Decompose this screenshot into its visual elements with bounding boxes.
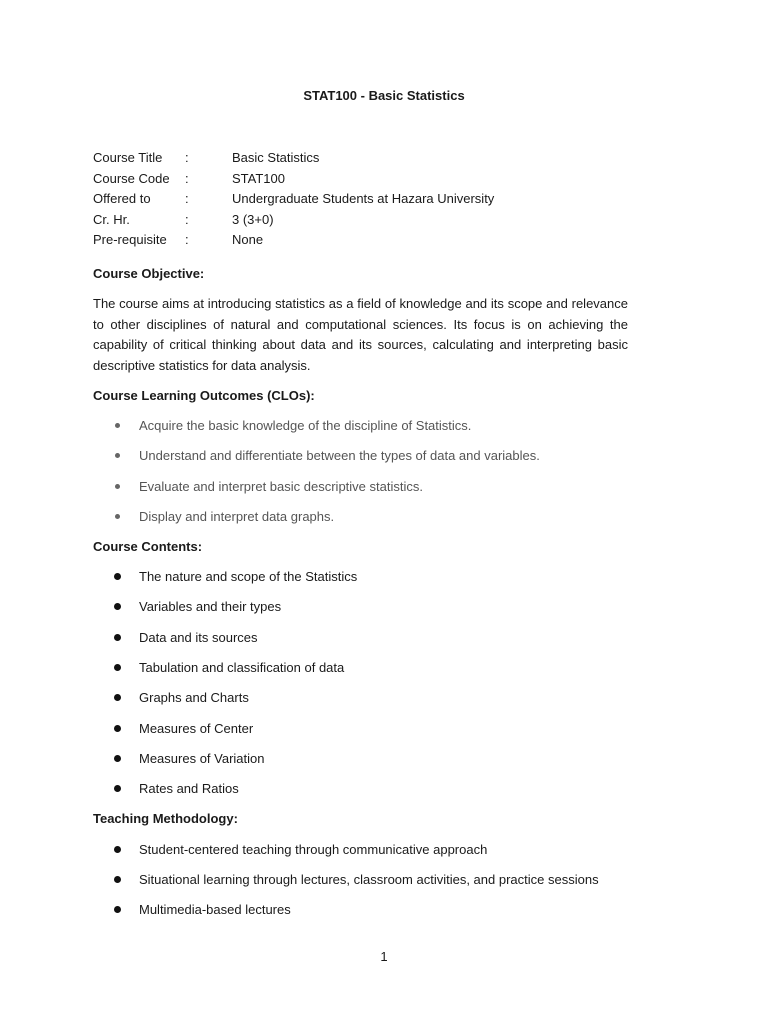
methodology-text: Multimedia-based lectures	[139, 902, 291, 917]
clos-heading: Course Learning Outcomes (CLOs):	[93, 388, 315, 403]
methodology-heading: Teaching Methodology:	[93, 811, 238, 826]
info-colon: :	[185, 170, 189, 186]
info-colon: :	[185, 211, 189, 227]
info-row-course-title	[93, 148, 494, 169]
info-value: None	[232, 232, 264, 247]
objective-paragraph: The course aims at introducing statistics as a field of knowledge and its scope and relevance to other disciplines of natural and computational sciences. Its focus is on achieving the capability of critical thinking about data and its sources, calculating and interpreting basic descriptive statistics for data analysis.	[93, 296, 628, 374]
info-row-prerequisite	[93, 230, 494, 251]
methodology-text: Student-centered teaching through communicative approach	[139, 842, 488, 857]
info-value: STAT100	[232, 170, 285, 186]
info-colon: :	[185, 232, 189, 247]
bullet-icon	[114, 876, 121, 883]
content-text: Rates and Ratios	[139, 781, 239, 796]
bullet-icon	[115, 484, 120, 489]
bullet-icon	[115, 453, 120, 458]
info-label: Course Title	[93, 150, 163, 165]
info-label: Offered to	[93, 191, 151, 206]
course-info-table	[93, 148, 494, 251]
info-label: Pre-requisite	[93, 232, 167, 247]
content-text: Tabulation and classification of data	[139, 660, 345, 675]
bullet-icon	[114, 755, 121, 762]
document-title: STAT100 - Basic Statistics	[303, 88, 465, 103]
bullet-icon	[115, 423, 120, 428]
bullet-icon	[114, 694, 121, 701]
clo-text: Display and interpret data graphs.	[139, 509, 335, 524]
info-label: Course Code	[93, 170, 170, 186]
bullet-icon	[114, 664, 121, 671]
bullet-icon	[115, 514, 120, 519]
bullet-icon	[114, 906, 121, 913]
info-colon: :	[185, 191, 189, 206]
info-value: Undergraduate Students at Hazara University	[232, 191, 495, 206]
info-row-offered-to	[93, 189, 494, 210]
info-colon: :	[185, 150, 189, 165]
clo-text: Acquire the basic knowledge of the discipline of Statistics.	[139, 418, 472, 433]
bullet-icon	[114, 846, 121, 853]
info-row-credit-hours	[93, 210, 494, 231]
bullet-icon	[114, 634, 121, 641]
bullet-icon	[114, 603, 121, 610]
contents-heading: Course Contents:	[93, 539, 203, 554]
content-text: Variables and their types	[139, 599, 282, 614]
info-value: 3 (3+0)	[232, 211, 274, 227]
content-text: Graphs and Charts	[139, 690, 249, 705]
info-label: Cr. Hr.	[93, 211, 130, 227]
objective-heading: Course Objective:	[93, 266, 205, 281]
bullet-icon	[114, 573, 121, 580]
clo-text: Evaluate and interpret basic descriptive statistics.	[139, 479, 423, 494]
info-row-course-code	[93, 169, 494, 190]
info-value: Basic Statistics	[232, 150, 320, 165]
clo-text: Understand and differentiate between the types of data and variables.	[139, 448, 540, 463]
content-text: Measures of Center	[139, 721, 254, 736]
content-text: Data and its sources	[139, 630, 258, 645]
methodology-text: Situational learning through lectures, classroom activities, and practice sessions	[139, 872, 599, 887]
bullet-icon	[114, 785, 121, 792]
content-text: Measures of Variation	[139, 751, 265, 766]
bullet-icon	[114, 725, 121, 732]
content-text: The nature and scope of the Statistics	[139, 569, 358, 584]
page-number: 1	[380, 949, 388, 964]
